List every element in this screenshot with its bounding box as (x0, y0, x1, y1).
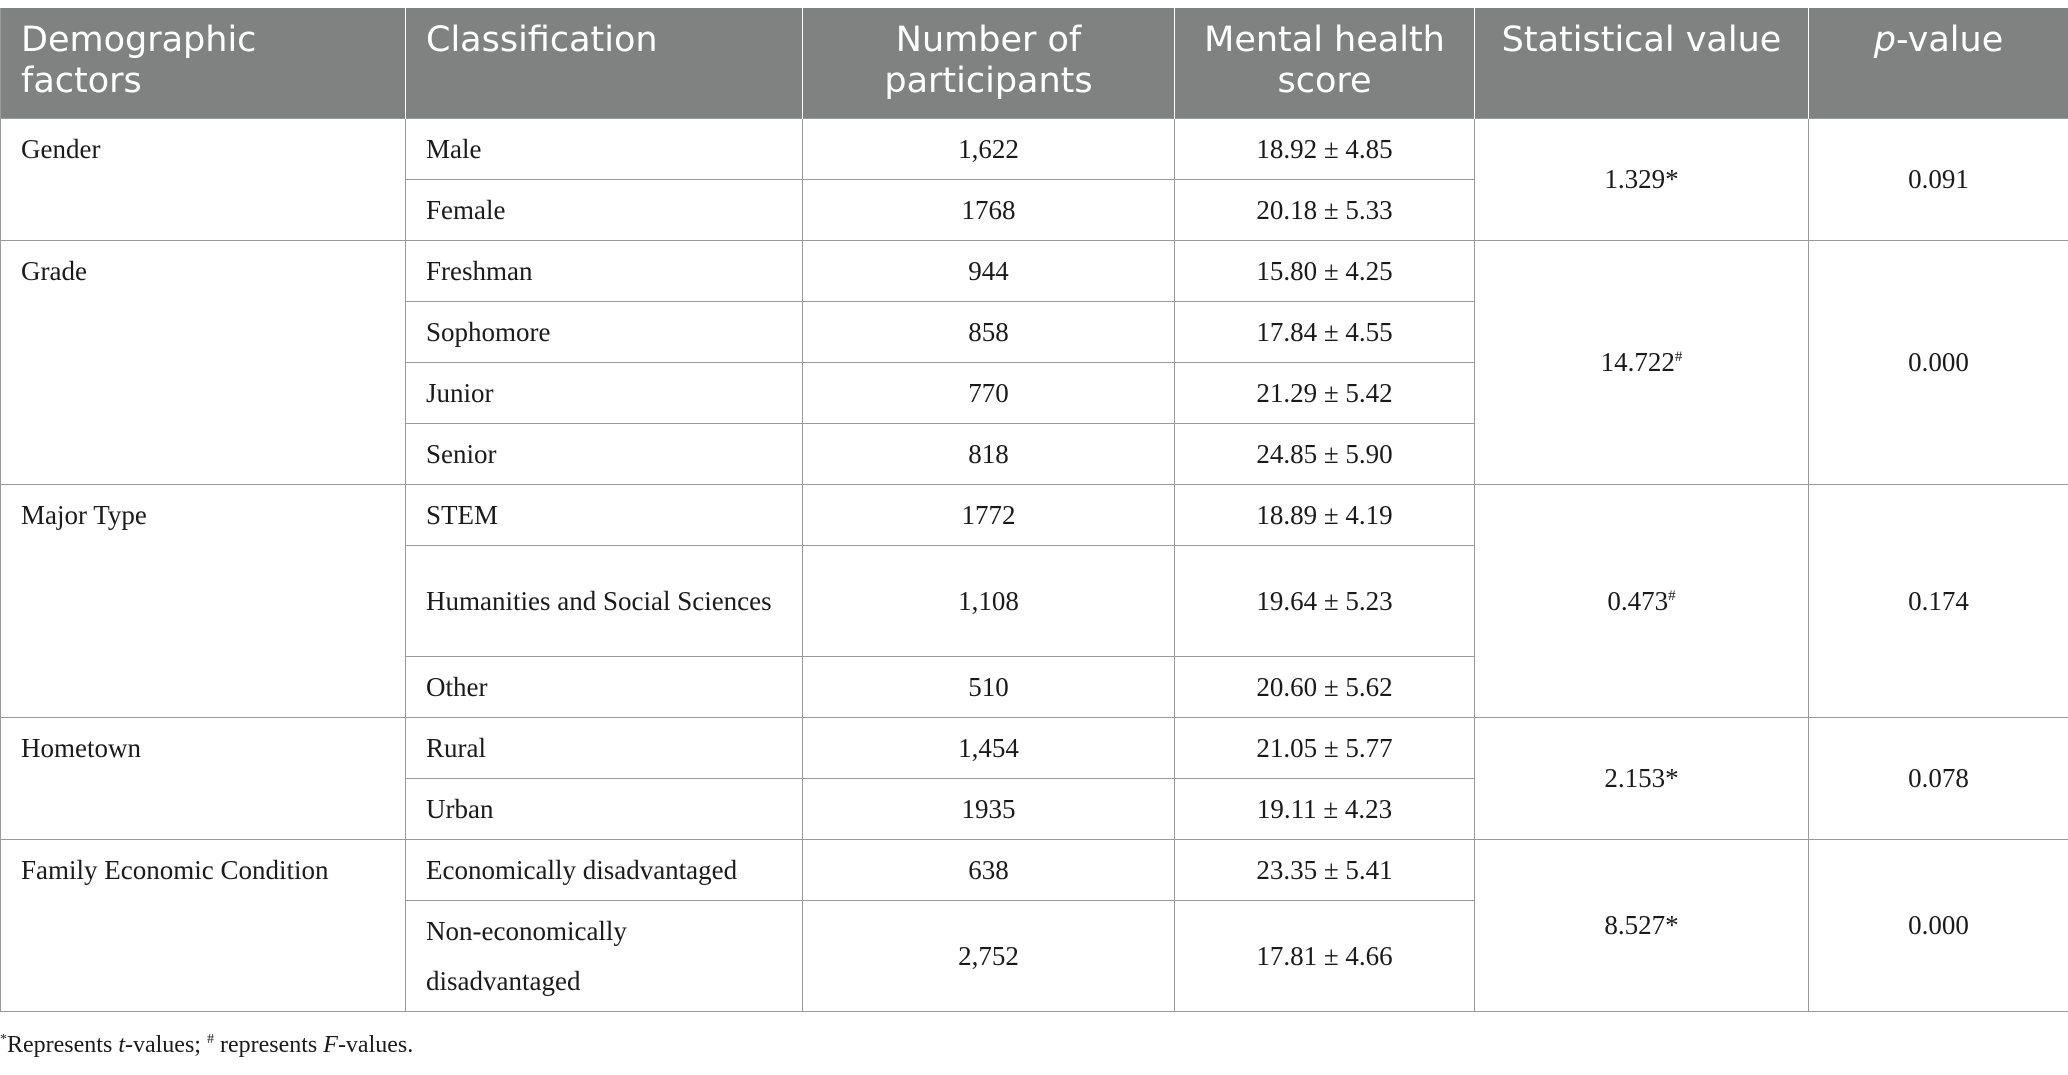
demographic-factor-cell: Hometown (1, 717, 406, 839)
footnote-t-mark: * (0, 1032, 7, 1047)
statistical-value-cell (1475, 484, 1809, 717)
participants-count-cell: 1,622 (803, 118, 1175, 179)
participants-count-cell: 944 (803, 240, 1175, 301)
mental-health-demographics-table (0, 8, 2068, 1012)
header-statistical-value: Statistical value (1475, 8, 1809, 118)
statistic-type-mark: * (1665, 164, 1679, 194)
participants-count-cell: 1,454 (803, 717, 1175, 778)
p-value-cell: 0.000 (1809, 839, 2068, 1011)
mental-health-score-cell: 19.11 ± 4.23 (1175, 778, 1475, 839)
table-header (1, 8, 2068, 118)
mental-health-score-cell: 18.92 ± 4.85 (1175, 118, 1475, 179)
statistical-value: 8.527 (1604, 910, 1666, 940)
header-demographic-factors: Demographic factors (1, 8, 406, 118)
footnote-text-1: Represents (7, 1032, 119, 1058)
statistical-value: 0.473 (1607, 585, 1669, 616)
demographic-factor-cell: Grade (1, 240, 406, 484)
classification-cell: Male (406, 118, 803, 179)
classification-cell: Humanities and Social Sciences (406, 545, 803, 656)
mental-health-score-cell: 15.80 ± 4.25 (1175, 240, 1475, 301)
statistical-value-cell (1475, 717, 1809, 839)
classification-cell: Freshman (406, 240, 803, 301)
classification-cell: STEM (406, 484, 803, 545)
statistic-type-mark: * (1665, 763, 1679, 793)
demographic-factor-cell: Major Type (1, 484, 406, 717)
mental-health-score-cell: 20.60 ± 5.62 (1175, 656, 1475, 717)
statistic-type-mark: # (1668, 587, 1676, 604)
statistical-value-cell (1475, 839, 1809, 1011)
table-row (1, 484, 2068, 545)
mental-health-score-cell: 21.05 ± 5.77 (1175, 717, 1475, 778)
table-row (1, 717, 2068, 778)
demographic-factor-cell: Family Economic Condition (1, 839, 406, 1011)
table-row (1, 118, 2068, 179)
statistical-value: 1.329 (1604, 164, 1666, 194)
table-row (1, 839, 2068, 900)
header-p-letter: p (1873, 20, 1896, 60)
p-value-cell: 0.000 (1809, 240, 2068, 484)
mental-health-score-cell: 21.29 ± 5.42 (1175, 362, 1475, 423)
table-body (1, 118, 2068, 1011)
table-footnote (0, 1030, 413, 1060)
p-value-cell: 0.174 (1809, 484, 2068, 717)
classification-cell: Other (406, 656, 803, 717)
header-p-value (1809, 8, 2068, 118)
classification-cell: Urban (406, 778, 803, 839)
statistic-type-mark: * (1665, 910, 1679, 940)
p-value-cell: 0.091 (1809, 118, 2068, 240)
footnote-f-italic: F (323, 1032, 338, 1058)
mental-health-score-cell: 20.18 ± 5.33 (1175, 179, 1475, 240)
statistical-value: 14.722 (1600, 347, 1675, 377)
mental-health-score-cell: 17.84 ± 4.55 (1175, 301, 1475, 362)
participants-count-cell: 1772 (803, 484, 1175, 545)
participants-count-cell: 1935 (803, 778, 1175, 839)
demographic-factor-cell: Gender (1, 118, 406, 240)
footnote-text-2: -values; (124, 1032, 207, 1058)
header-p-suffix: -value (1895, 20, 2004, 60)
header-mental-health-score: Mental health score (1175, 8, 1475, 118)
footnote-t-italic: t (118, 1032, 125, 1058)
footnote-f-mark: # (206, 1032, 214, 1047)
statistical-value-cell (1475, 240, 1809, 484)
classification-cell: Junior (406, 362, 803, 423)
statistical-value: 2.153 (1604, 763, 1666, 793)
participants-count-cell: 510 (803, 656, 1175, 717)
participants-count-cell: 770 (803, 362, 1175, 423)
classification-cell: Rural (406, 717, 803, 778)
demographics-table-wrapper (0, 8, 2068, 1012)
participants-count-cell: 638 (803, 839, 1175, 900)
mental-health-score-cell: 17.81 ± 4.66 (1175, 900, 1475, 1011)
header-row (1, 8, 2068, 118)
participants-count-cell: 1,108 (803, 545, 1175, 656)
mental-health-score-cell: 23.35 ± 5.41 (1175, 839, 1475, 900)
footnote-text-4: -values. (337, 1032, 414, 1058)
mental-health-score-cell: 24.85 ± 5.90 (1175, 423, 1475, 484)
participants-count-cell: 818 (803, 423, 1175, 484)
participants-count-cell: 1768 (803, 179, 1175, 240)
classification-cell: Sophomore (406, 301, 803, 362)
header-number-of-participants: Number of participants (803, 8, 1175, 118)
mental-health-score-cell: 18.89 ± 4.19 (1175, 484, 1475, 545)
classification-cell: Senior (406, 423, 803, 484)
statistical-value-cell (1475, 118, 1809, 240)
footnote-text-3: represents (213, 1032, 324, 1058)
p-value-cell: 0.078 (1809, 717, 2068, 839)
mental-health-score-cell: 19.64 ± 5.23 (1175, 545, 1475, 656)
classification-cell: Non-economically disadvantaged (406, 900, 803, 1011)
participants-count-cell: 858 (803, 301, 1175, 362)
statistic-type-mark: # (1674, 349, 1683, 365)
classification-cell: Economically disadvantaged (406, 839, 803, 900)
table-row (1, 240, 2068, 301)
participants-count-cell: 2,752 (803, 900, 1175, 1011)
header-classification: Classification (406, 8, 803, 118)
classification-cell: Female (406, 179, 803, 240)
